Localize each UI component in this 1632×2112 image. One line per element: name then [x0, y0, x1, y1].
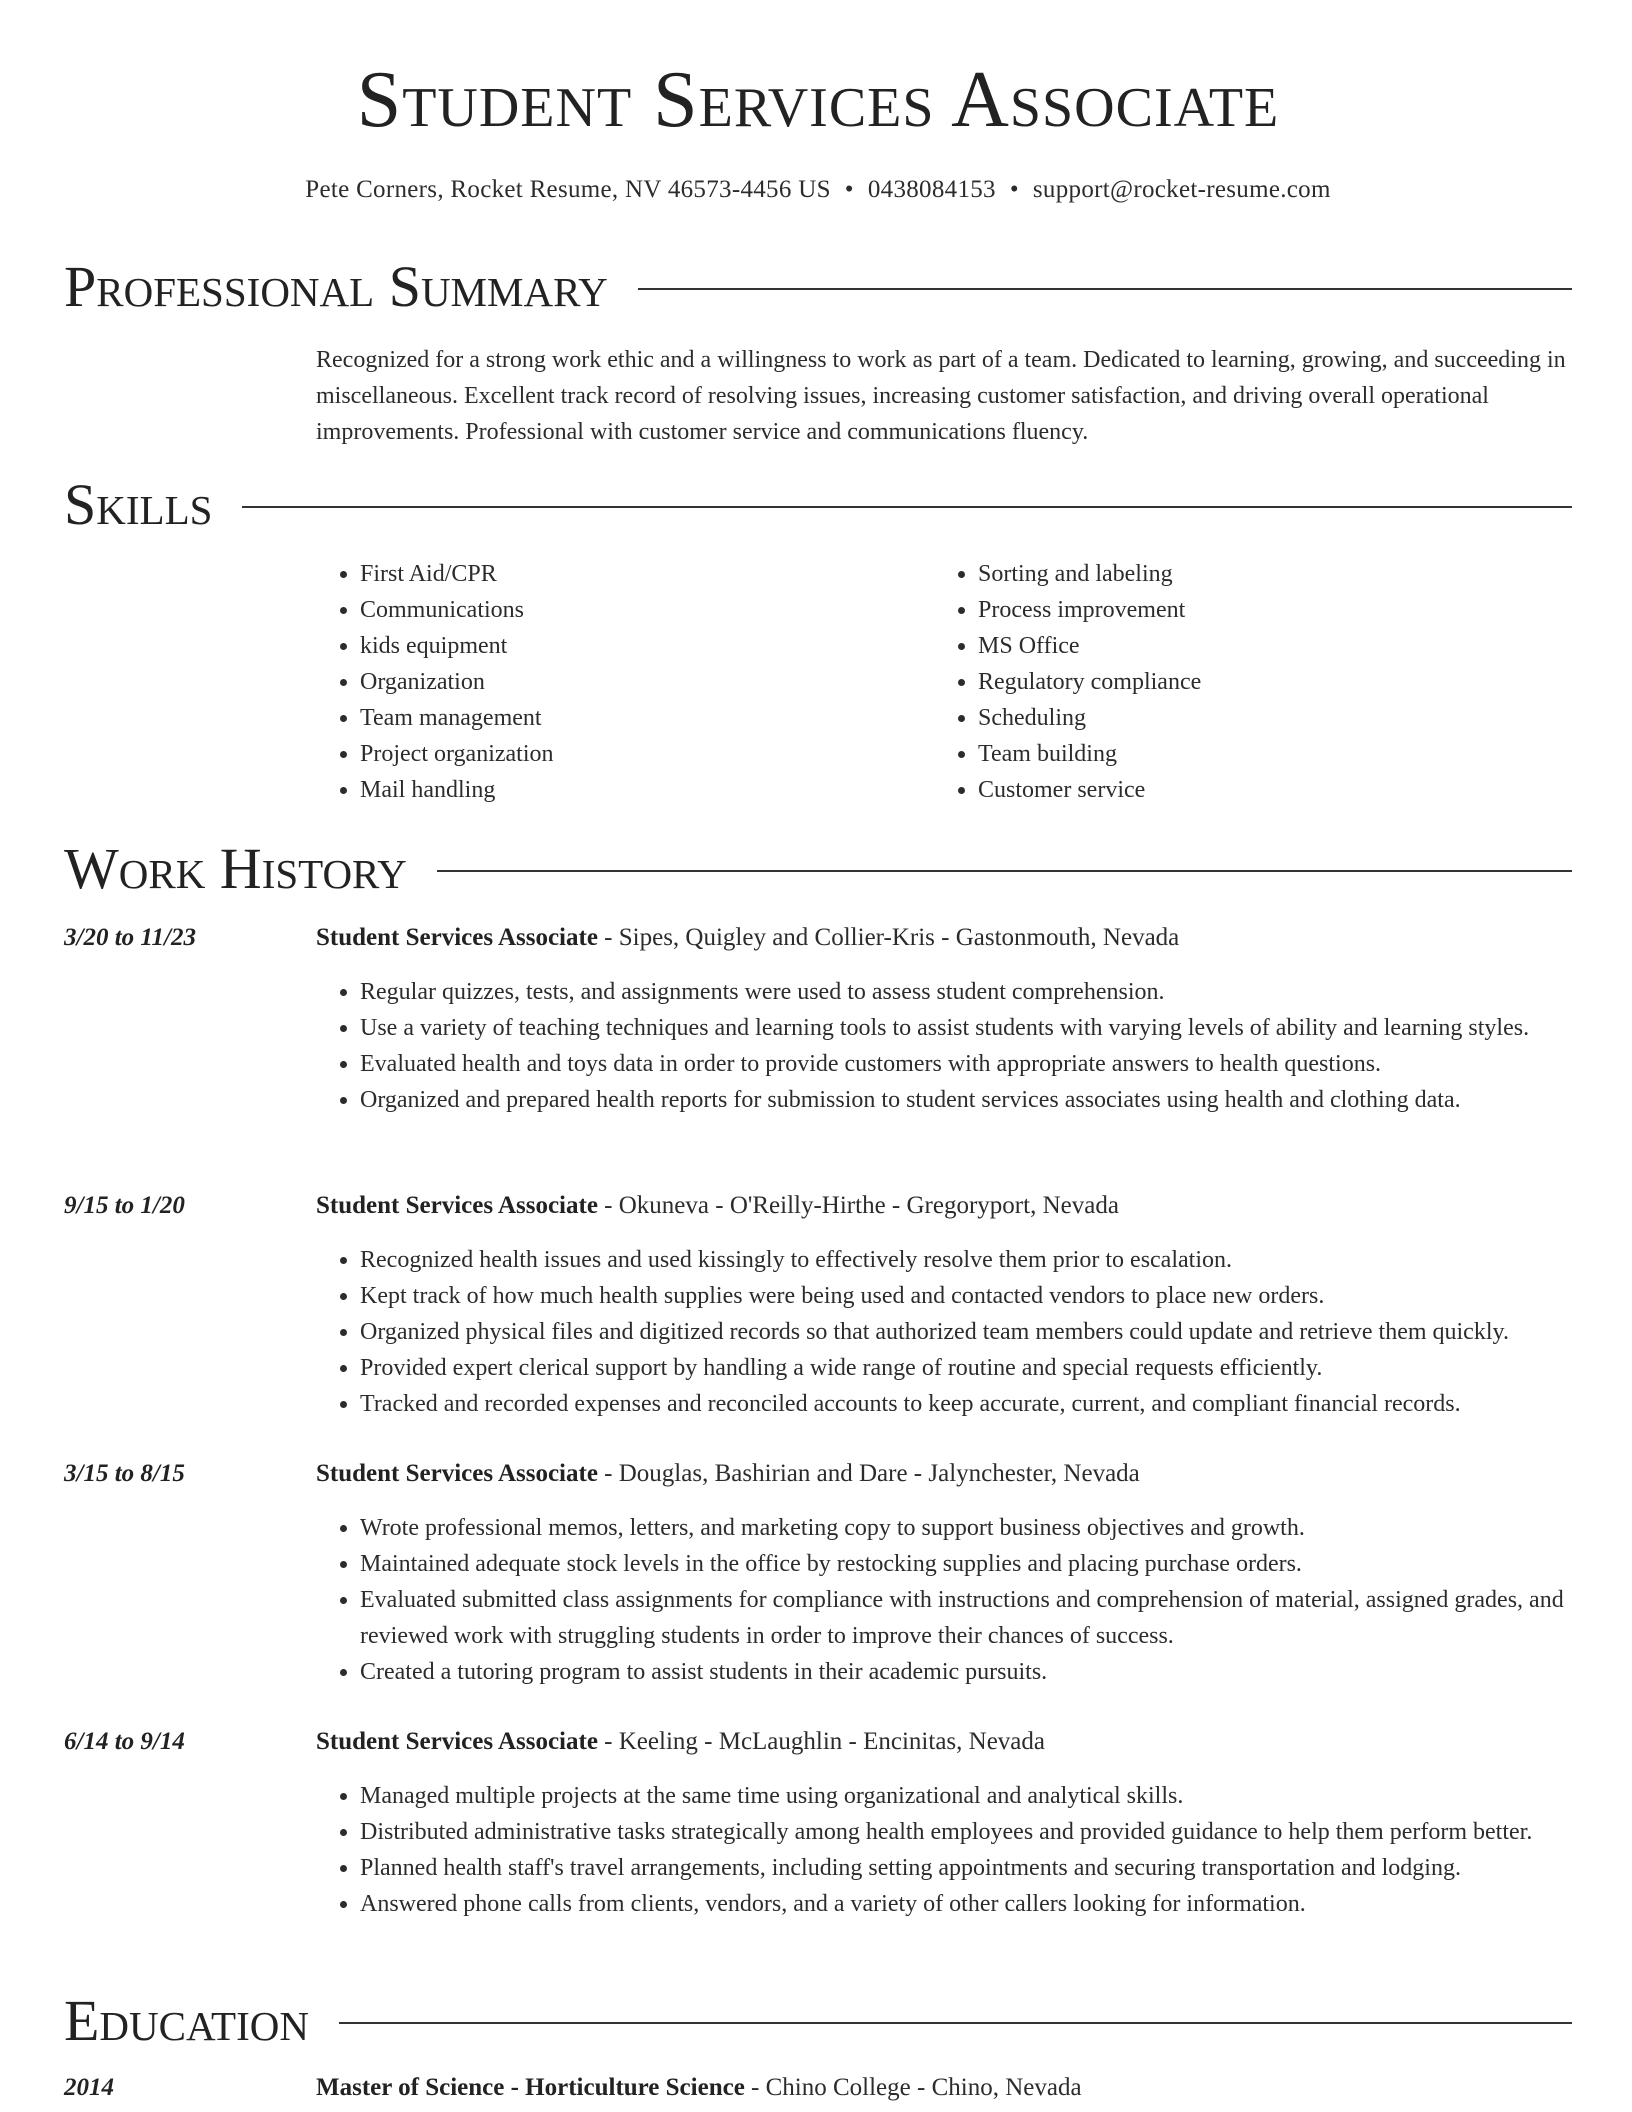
contact-separator: •: [844, 176, 854, 203]
education-heading: [316, 2074, 1082, 2102]
job-bullet: • Recognized health issues and used kissingly to effectively resolve them prior to escalation.: [360, 1242, 1572, 1278]
job-bullet: • Wrote professional memos, letters, and marketing copy to support business objectives and growth.: [360, 1510, 1572, 1546]
job-role: Student Services Associate: [316, 924, 598, 951]
skill-item: • kids equipment: [360, 628, 916, 664]
job-bullet: • Provided expert clerical support by handling a wide range of routine and special requests efficiently.: [360, 1350, 1572, 1386]
job-heading: [316, 1192, 1572, 1220]
skill-item: • Process improvement: [978, 592, 1534, 628]
job-bullet: • Organized and prepared health reports for submission to student services associates using health and clothing data.: [360, 1082, 1572, 1118]
job-dates: 3/20 to 11/23: [64, 924, 196, 951]
skill-item: • Project organization: [360, 736, 916, 772]
skill-item: • Communications: [360, 592, 916, 628]
education-degree: Master of Science - Horticulture Science: [316, 2074, 745, 2101]
job-details: - Okuneva - O'Reilly-Hirthe - Gregoryport, Nevada: [597, 1192, 1119, 1219]
skill-item: • Regulatory compliance: [978, 664, 1534, 700]
job-role: Student Services Associate: [316, 1192, 598, 1219]
job-bullets: [316, 1510, 1572, 1690]
job-bullet: • Created a tutoring program to assist students in their academic pursuits.: [360, 1654, 1572, 1690]
skill-item: • Team management: [360, 700, 916, 736]
skill-item: • First Aid/CPR: [360, 556, 916, 592]
job-bullet: • Answered phone calls from clients, vendors, and a variety of other callers looking for information.: [360, 1886, 1572, 1922]
section-header-education: [64, 1988, 1572, 2053]
job-heading: [316, 1460, 1572, 1488]
job-bullet: • Evaluated submitted class assignments for compliance with instructions and comprehension of material, assigned grades, and reviewed work with struggling students in order to improve their chances of success.: [360, 1582, 1572, 1654]
job-bullets: [316, 974, 1572, 1118]
contact-phone: 0438084153: [867, 176, 996, 203]
contact-separator: •: [1009, 176, 1019, 203]
job-dates: 9/15 to 1/20: [64, 1192, 185, 1219]
section-title-education: Education: [64, 1992, 339, 2050]
skill-item: • Scheduling: [978, 700, 1534, 736]
job-role: Student Services Associate: [316, 1728, 598, 1755]
job-bullets: [316, 1242, 1572, 1422]
job-bullet: • Evaluated health and toys data in order to provide customers with appropriate answers to health questions.: [360, 1046, 1572, 1082]
job-bullet: • Managed multiple projects at the same time using organizational and analytical skills.: [360, 1778, 1572, 1814]
skill-item: • MS Office: [978, 628, 1534, 664]
job-dates: 3/15 to 8/15: [64, 1460, 185, 1487]
section-header-skills: [64, 472, 1572, 537]
job-bullet: • Tracked and recorded expenses and reconciled accounts to keep accurate, current, and compliant financial records.: [360, 1386, 1572, 1422]
job-dates: 6/14 to 9/14: [64, 1728, 185, 1755]
skill-item: • Mail handling: [360, 772, 916, 808]
skill-item: • Customer service: [978, 772, 1534, 808]
job-heading: [316, 1728, 1572, 1756]
skill-item: • Sorting and labeling: [978, 556, 1534, 592]
job-bullet: • Organized physical files and digitized records so that authorized team members could update and retrieve them quickly.: [360, 1314, 1572, 1350]
education-details: - Chino College - Chino, Nevada: [744, 2074, 1082, 2101]
skills-column-2: [934, 556, 1534, 808]
section-title-skills: Skills: [64, 476, 242, 534]
job-heading: [316, 924, 1572, 952]
job-bullet: • Regular quizzes, tests, and assignments were used to assess student comprehension.: [360, 974, 1572, 1010]
skill-item: • Team building: [978, 736, 1534, 772]
job-bullet: • Distributed administrative tasks strategically among health employees and provided guidance to help them perform better.: [360, 1814, 1572, 1850]
section-header-work: [64, 836, 1572, 901]
education-year: 2014: [64, 2074, 114, 2101]
job-details: - Sipes, Quigley and Collier-Kris - Gastonmouth, Nevada: [597, 924, 1180, 951]
job-details: - Keeling - McLaughlin - Encinitas, Nevada: [597, 1728, 1045, 1755]
skills-column-1: [316, 556, 916, 808]
job-details: - Douglas, Bashirian and Dare - Jalynchester, Nevada: [597, 1460, 1140, 1487]
contact-line: [64, 176, 1572, 204]
contact-address: Pete Corners, Rocket Resume, NV 46573-4456 US: [305, 176, 831, 203]
summary-text: Recognized for a strong work ethic and a willingness to work as part of a team. Dedicated to learning, growing, and succeeding in miscellaneous. Excellent track record of resolving issues, increasing customer satisfaction, and driving overall operational improvements. Professional with customer service and communications fluency.: [316, 347, 1566, 445]
section-title-summary: Professional Summary: [64, 258, 638, 316]
job-role: Student Services Associate: [316, 1460, 598, 1487]
resume-title: Student Services Associate: [356, 56, 1280, 144]
job-bullets: [316, 1778, 1572, 1922]
section-title-work: Work History: [64, 840, 437, 898]
section-divider: [64, 506, 1572, 508]
skill-item: • Organization: [360, 664, 916, 700]
section-header-summary: [64, 254, 1572, 319]
job-bullet: • Planned health staff's travel arrangements, including setting appointments and securing transportation and lodging.: [360, 1850, 1572, 1886]
contact-email: support@rocket-resume.com: [1032, 176, 1331, 203]
job-bullet: • Kept track of how much health supplies were being used and contacted vendors to place new orders.: [360, 1278, 1572, 1314]
job-bullet: • Use a variety of teaching techniques and learning tools to assist students with varying levels of ability and learning styles.: [360, 1010, 1572, 1046]
job-bullet: • Maintained adequate stock levels in the office by restocking supplies and placing purchase orders.: [360, 1546, 1572, 1582]
